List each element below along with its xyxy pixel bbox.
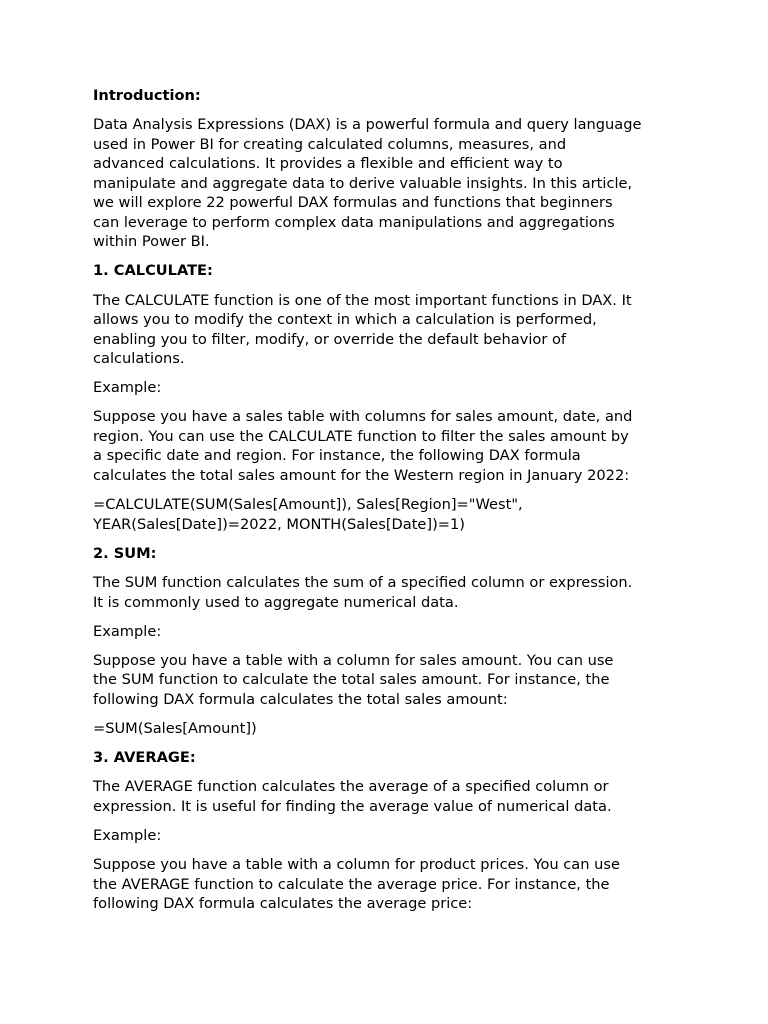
paragraph-line: Suppose you have a table with a column for sales amount. You can use (93, 651, 614, 669)
paragraph-line: following DAX formula calculates the average price: (93, 895, 473, 913)
heading-text: 1. CALCULATE: (93, 262, 213, 280)
paragraph-line: Example: (93, 827, 162, 845)
paragraph-line: we will explore 22 powerful DAX formulas and functions that beginners (93, 194, 613, 212)
heading-text: 3. AVERAGE: (93, 749, 196, 767)
paragraph-line: enabling you to filter, modify, or override the default behavior of (93, 330, 567, 348)
paragraph-line: Suppose you have a sales table with columns for sales amount, date, and (93, 408, 633, 426)
average-example-label (93, 826, 693, 846)
paragraph-line: Data Analysis Expressions (DAX) is a powerful formula and query language (93, 116, 642, 134)
formula-line: YEAR(Sales[Date])=2022, MONTH(Sales[Date])=1) (93, 515, 465, 533)
sum-description (93, 573, 693, 612)
paragraph-line: allows you to modify the context in which a calculation is performed, (93, 311, 597, 329)
paragraph-line: following DAX formula calculates the total sales amount: (93, 690, 508, 708)
paragraph-line: used in Power BI for creating calculated columns, measures, and (93, 135, 567, 153)
paragraph-line: region. You can use the CALCULATE function to filter the sales amount by (93, 427, 629, 445)
paragraph-line: the SUM function to calculate the total sales amount. For instance, the (93, 671, 610, 689)
paragraph-line: advanced calculations. It provides a flexible and efficient way to (93, 155, 563, 173)
average-description (93, 777, 693, 816)
intro-paragraph (93, 115, 693, 252)
paragraph-line: Example: (93, 379, 162, 397)
paragraph-line: It is commonly used to aggregate numerical data. (93, 593, 459, 611)
paragraph-line: The CALCULATE function is one of the most important functions in DAX. It (93, 291, 632, 309)
sum-formula (93, 719, 693, 739)
formula-line: =CALCULATE(SUM(Sales[Amount]), Sales[Region]="West", (93, 496, 523, 514)
calculate-formula (93, 495, 693, 534)
average-example-text (93, 855, 693, 914)
paragraph-line: expression. It is useful for finding the average value of numerical data. (93, 797, 612, 815)
paragraph-line: Example: (93, 622, 162, 640)
section-heading-calculate (93, 261, 693, 281)
paragraph-line: calculations. (93, 350, 185, 368)
paragraph-line: Suppose you have a table with a column for product prices. You can use (93, 856, 620, 874)
paragraph-line: The AVERAGE function calculates the average of a specified column or (93, 778, 609, 796)
paragraph-line: within Power BI. (93, 233, 210, 251)
section-heading-introduction (93, 86, 693, 106)
calculate-example-text (93, 407, 693, 485)
paragraph-line: calculates the total sales amount for the Western region in January 2022: (93, 466, 630, 484)
heading-text: 2. SUM: (93, 544, 157, 562)
document-page (93, 86, 693, 924)
paragraph-line: manipulate and aggregate data to derive valuable insights. In this article, (93, 174, 633, 192)
paragraph-line: a specific date and region. For instance, the following DAX formula (93, 447, 581, 465)
heading-text: Introduction: (93, 87, 201, 104)
paragraph-line: the AVERAGE function to calculate the average price. For instance, the (93, 875, 610, 893)
calculate-description (93, 291, 693, 369)
calculate-example-label (93, 378, 693, 398)
section-heading-sum (93, 544, 693, 564)
paragraph-line: can leverage to perform complex data manipulations and aggregations (93, 213, 615, 231)
sum-example-label (93, 622, 693, 642)
sum-example-text (93, 651, 693, 710)
section-heading-average (93, 748, 693, 768)
paragraph-line: The SUM function calculates the sum of a specified column or expression. (93, 574, 633, 591)
formula-line: =SUM(Sales[Amount]) (93, 720, 257, 738)
